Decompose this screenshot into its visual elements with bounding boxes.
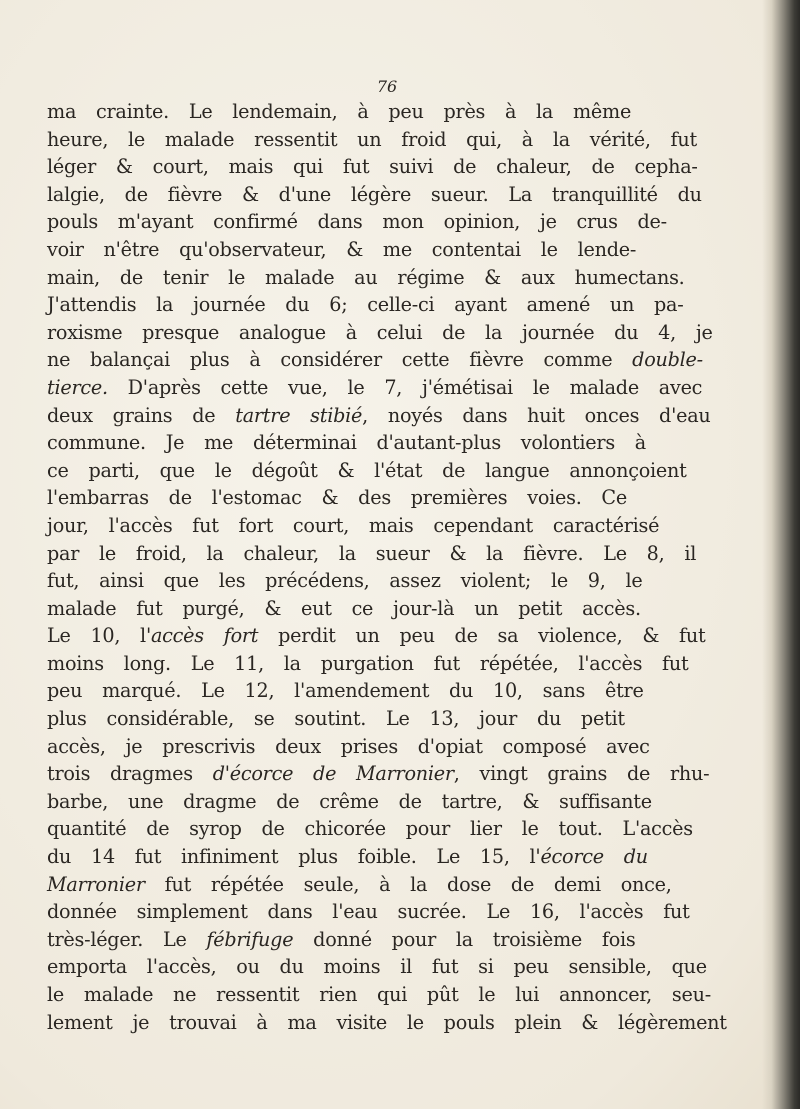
line-text: plus considérable, se soutint. Le 13, jour du petit xyxy=(47,707,625,731)
text-line xyxy=(47,981,743,1009)
text-line xyxy=(47,540,743,568)
line-text: heure, le malade ressentit un froid qui, à la vérité, fut xyxy=(47,127,697,151)
text-line xyxy=(47,595,743,623)
line-text: pouls m'ayant confirmé dans mon opinion, je crus de- xyxy=(47,210,667,234)
text-line xyxy=(47,622,743,650)
line-text: jour, l'accès fut fort court, mais cependant caractérisé xyxy=(47,513,660,537)
line-text: l'embarras de l'estomac & des premières voies. Ce xyxy=(47,486,627,510)
line-text: ne balançai plus à considérer cette fièvre comme xyxy=(47,348,633,372)
italic-text: tierce. xyxy=(47,375,108,399)
line-text: perdit un peu de sa violence, & fut xyxy=(258,624,706,648)
text-line xyxy=(47,319,743,347)
line-text: moins long. Le 11, la purgation fut répétée, l'accès fut xyxy=(47,651,689,675)
line-text: , noyés dans huit onces d'eau xyxy=(362,403,711,427)
line-text: donnée simplement dans l'eau sucrée. Le 16, l'accès fut xyxy=(47,900,690,924)
line-text: J'attendis la journée du 6; celle-ci ayant amené un pa- xyxy=(47,293,684,317)
text-line xyxy=(47,98,743,126)
text-line xyxy=(47,264,743,292)
text-line xyxy=(47,153,743,181)
text-body xyxy=(47,98,743,1036)
text-line xyxy=(47,374,743,402)
italic-text: écorce du xyxy=(540,845,648,869)
text-line xyxy=(47,760,743,788)
line-text: très-léger. Le xyxy=(47,927,207,951)
line-text: léger & court, mais qui fut suivi de chaleur, de cepha- xyxy=(47,155,698,179)
text-line xyxy=(47,705,743,733)
line-text: le malade ne ressentit rien qui pût le lui annoncer, seu- xyxy=(47,983,711,1006)
line-text: ce parti, que le dégoût & l'état de langue annonçoient xyxy=(47,458,687,482)
text-line xyxy=(47,953,743,981)
italic-text: fébrifuge xyxy=(206,927,294,951)
line-text: , vingt grains de rhu- xyxy=(453,762,710,786)
text-line xyxy=(47,512,743,540)
book-spine-shadow xyxy=(762,0,800,1109)
text-line xyxy=(47,871,743,899)
text-line xyxy=(47,788,743,816)
text-line xyxy=(47,402,743,430)
text-line xyxy=(47,236,743,264)
text-line xyxy=(47,484,743,512)
line-text: trois dragmes xyxy=(47,762,213,786)
line-text: deux grains de xyxy=(47,403,236,427)
line-text: accès, je prescrivis deux prises d'opiat composé avec xyxy=(47,734,650,758)
text-line xyxy=(47,926,743,954)
line-text: emporta l'accès, ou du moins il fut si peu sensible, que xyxy=(47,955,707,979)
text-line xyxy=(47,898,743,926)
line-text: du 14 fut infiniment plus foible. Le 15, l' xyxy=(47,845,541,869)
text-line xyxy=(47,208,743,236)
line-text: D'après cette vue, le 7, j'émétisai le malade avec xyxy=(107,375,703,399)
line-text: fut répétée seule, à la dose de demi once, xyxy=(144,872,672,896)
line-text: Le 10, l' xyxy=(47,624,151,648)
italic-text: Marronier xyxy=(47,872,145,896)
page-number: 76 xyxy=(376,77,398,96)
line-text: ma crainte. Le lendemain, à peu près à la même xyxy=(47,100,632,123)
text-line xyxy=(47,733,743,761)
line-text: barbe, une dragme de crême de tartre, & suffisante xyxy=(47,789,652,813)
italic-text: double- xyxy=(632,348,703,372)
line-text: quantité de syrop de chicorée pour lier le tout. L'accès xyxy=(47,817,693,841)
line-text: commune. Je me déterminai d'autant-plus volontiers à xyxy=(47,431,646,455)
line-text: voir n'être qu'observateur, & me contentai le lende- xyxy=(47,237,637,261)
text-line xyxy=(47,126,743,154)
text-line xyxy=(47,291,743,319)
text-line xyxy=(47,1009,743,1037)
text-line xyxy=(47,650,743,678)
italic-text: accès fort xyxy=(150,624,259,648)
text-line xyxy=(47,429,743,457)
line-text: lement je trouvai à ma visite le pouls plein & légèrement xyxy=(47,1010,727,1034)
line-text: roxisme presque analogue à celui de la journée du 4, je xyxy=(47,320,713,344)
line-text: lalgie, de fièvre & d'une légère sueur. La tranquillité du xyxy=(47,182,702,206)
text-line xyxy=(47,181,743,209)
text-line xyxy=(47,457,743,485)
line-text: fut, ainsi que les précédens, assez violent; le 9, le xyxy=(47,569,643,593)
text-line xyxy=(47,677,743,705)
italic-text: tartre stibié xyxy=(235,403,363,427)
text-line xyxy=(47,346,743,374)
line-text: peu marqué. Le 12, l'amendement du 10, sans être xyxy=(47,679,644,703)
line-text: main, de tenir le malade au régime & aux humectans. xyxy=(47,265,685,289)
text-line xyxy=(47,815,743,843)
text-line xyxy=(47,567,743,595)
line-text: donné pour la troisième fois xyxy=(293,927,636,951)
italic-text: d'écorce de Marronier xyxy=(212,762,454,786)
text-line xyxy=(47,843,743,871)
line-text: par le froid, la chaleur, la sueur & la fièvre. Le 8, il xyxy=(47,541,697,565)
line-text: malade fut purgé, & eut ce jour-là un petit accès. xyxy=(47,596,641,620)
